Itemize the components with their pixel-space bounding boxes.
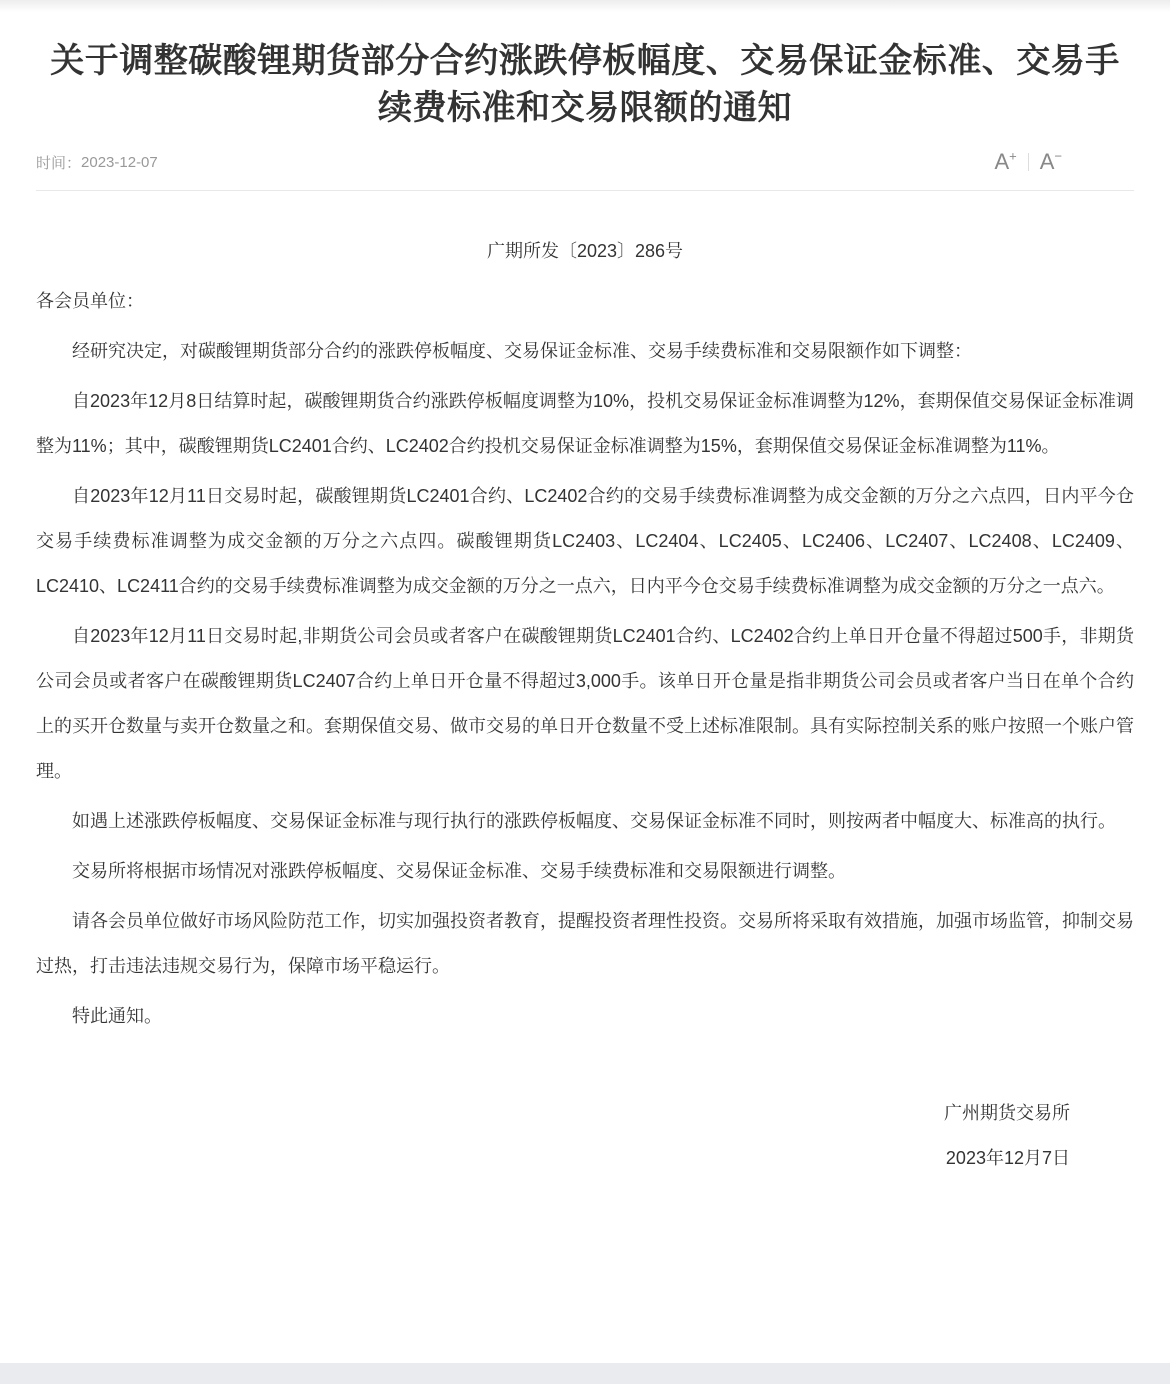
font-size-controls: [994, 150, 1062, 174]
minus-sign: −: [1054, 148, 1062, 164]
salutation: 各会员单位：: [36, 291, 144, 311]
font-increase-button[interactable]: [994, 150, 1016, 174]
font-increase-label: A: [994, 149, 1010, 174]
font-controls-divider: [1028, 153, 1029, 171]
sign-date: 2023年12月7日: [945, 1148, 1070, 1168]
page-title: 关于调整碳酸锂期货部分合约涨跌停板幅度、交易保证金标准、交易手续费标准和交易限额的通知: [50, 42, 1120, 127]
paragraph: 如遇上述涨跌停板幅度、交易保证金标准与现行执行的涨跌停板幅度、交易保证金标准不同时，则按两者中幅度大、标准高的执行。: [72, 811, 1116, 831]
font-decrease-label: A: [1039, 149, 1055, 174]
footer-bar: [0, 1363, 1170, 1384]
paragraph: 交易所将根据市场情况对涨跌停板幅度、交易保证金标准、交易手续费标准和交易限额进行调整。: [72, 861, 846, 881]
plus-sign: +: [1009, 148, 1017, 164]
signer-name: 广州期货交易所: [944, 1103, 1070, 1123]
font-decrease-button[interactable]: [1040, 150, 1062, 174]
paragraph: 自2023年12月11日交易时起，碳酸锂期货LC2401合约、LC2402合约的交易手续费标准调整为成交金额的万分之六点四，日内平今仓交易手续费标准调整为成交金额的万分之六点四。碳酸锂期货LC2403、LC2404、LC2405、LC2406、LC2407、LC2408、LC2409、LC2410、LC2411合约的交易手续费标准调整为成交金额的万分之一点六，日内平今仓交易手续费标准调整为成交金额的万分之一点六。: [36, 486, 1134, 596]
notice-body: [0, 229, 1170, 1181]
paragraph: 经研究决定，对碳酸锂期货部分合约的涨跌停板幅度、交易保证金标准、交易手续费标准和交易限额作如下调整：: [72, 341, 972, 361]
paragraph: 请各会员单位做好市场风险防范工作，切实加强投资者教育，提醒投资者理性投资。交易所将采取有效措施，加强市场监管，抑制交易过热，打击违法违规交易行为，保障市场平稳运行。: [36, 911, 1134, 976]
publish-time-value: 2023-12-07: [81, 153, 158, 171]
publish-time: [36, 152, 158, 173]
signature-block: [36, 1091, 1134, 1181]
header-divider: [36, 190, 1134, 191]
publish-time-label: 时间：: [36, 154, 82, 172]
meta-row: [0, 150, 1170, 174]
closing-note: 特此通知。: [72, 1006, 162, 1026]
paragraph: 自2023年12月8日结算时起，碳酸锂期货合约涨跌停板幅度调整为10%，投机交易保证金标准调整为12%，套期保值交易保证金标准调整为11%；其中，碳酸锂期货LC2401合约、LC2402合约投机交易保证金标准调整为15%，套期保值交易保证金标准调整为11%。: [36, 391, 1134, 456]
paragraph: 自2023年12月11日交易时起,非期货公司会员或者客户在碳酸锂期货LC2401合约、LC2402合约上单日开仓量不得超过500手，非期货公司会员或者客户在碳酸锂期货LC2407合约上单日开仓量不得超过3,000手。该单日开仓量是指非期货公司会员或者客户当日在单个合约上的买开仓数量与卖开仓数量之和。套期保值交易、做市交易的单日开仓数量不受上述标准限制。具有实际控制关系的账户按照一个账户管理。: [36, 626, 1134, 781]
doc-number: 广期所发〔2023〕286号: [486, 241, 684, 261]
